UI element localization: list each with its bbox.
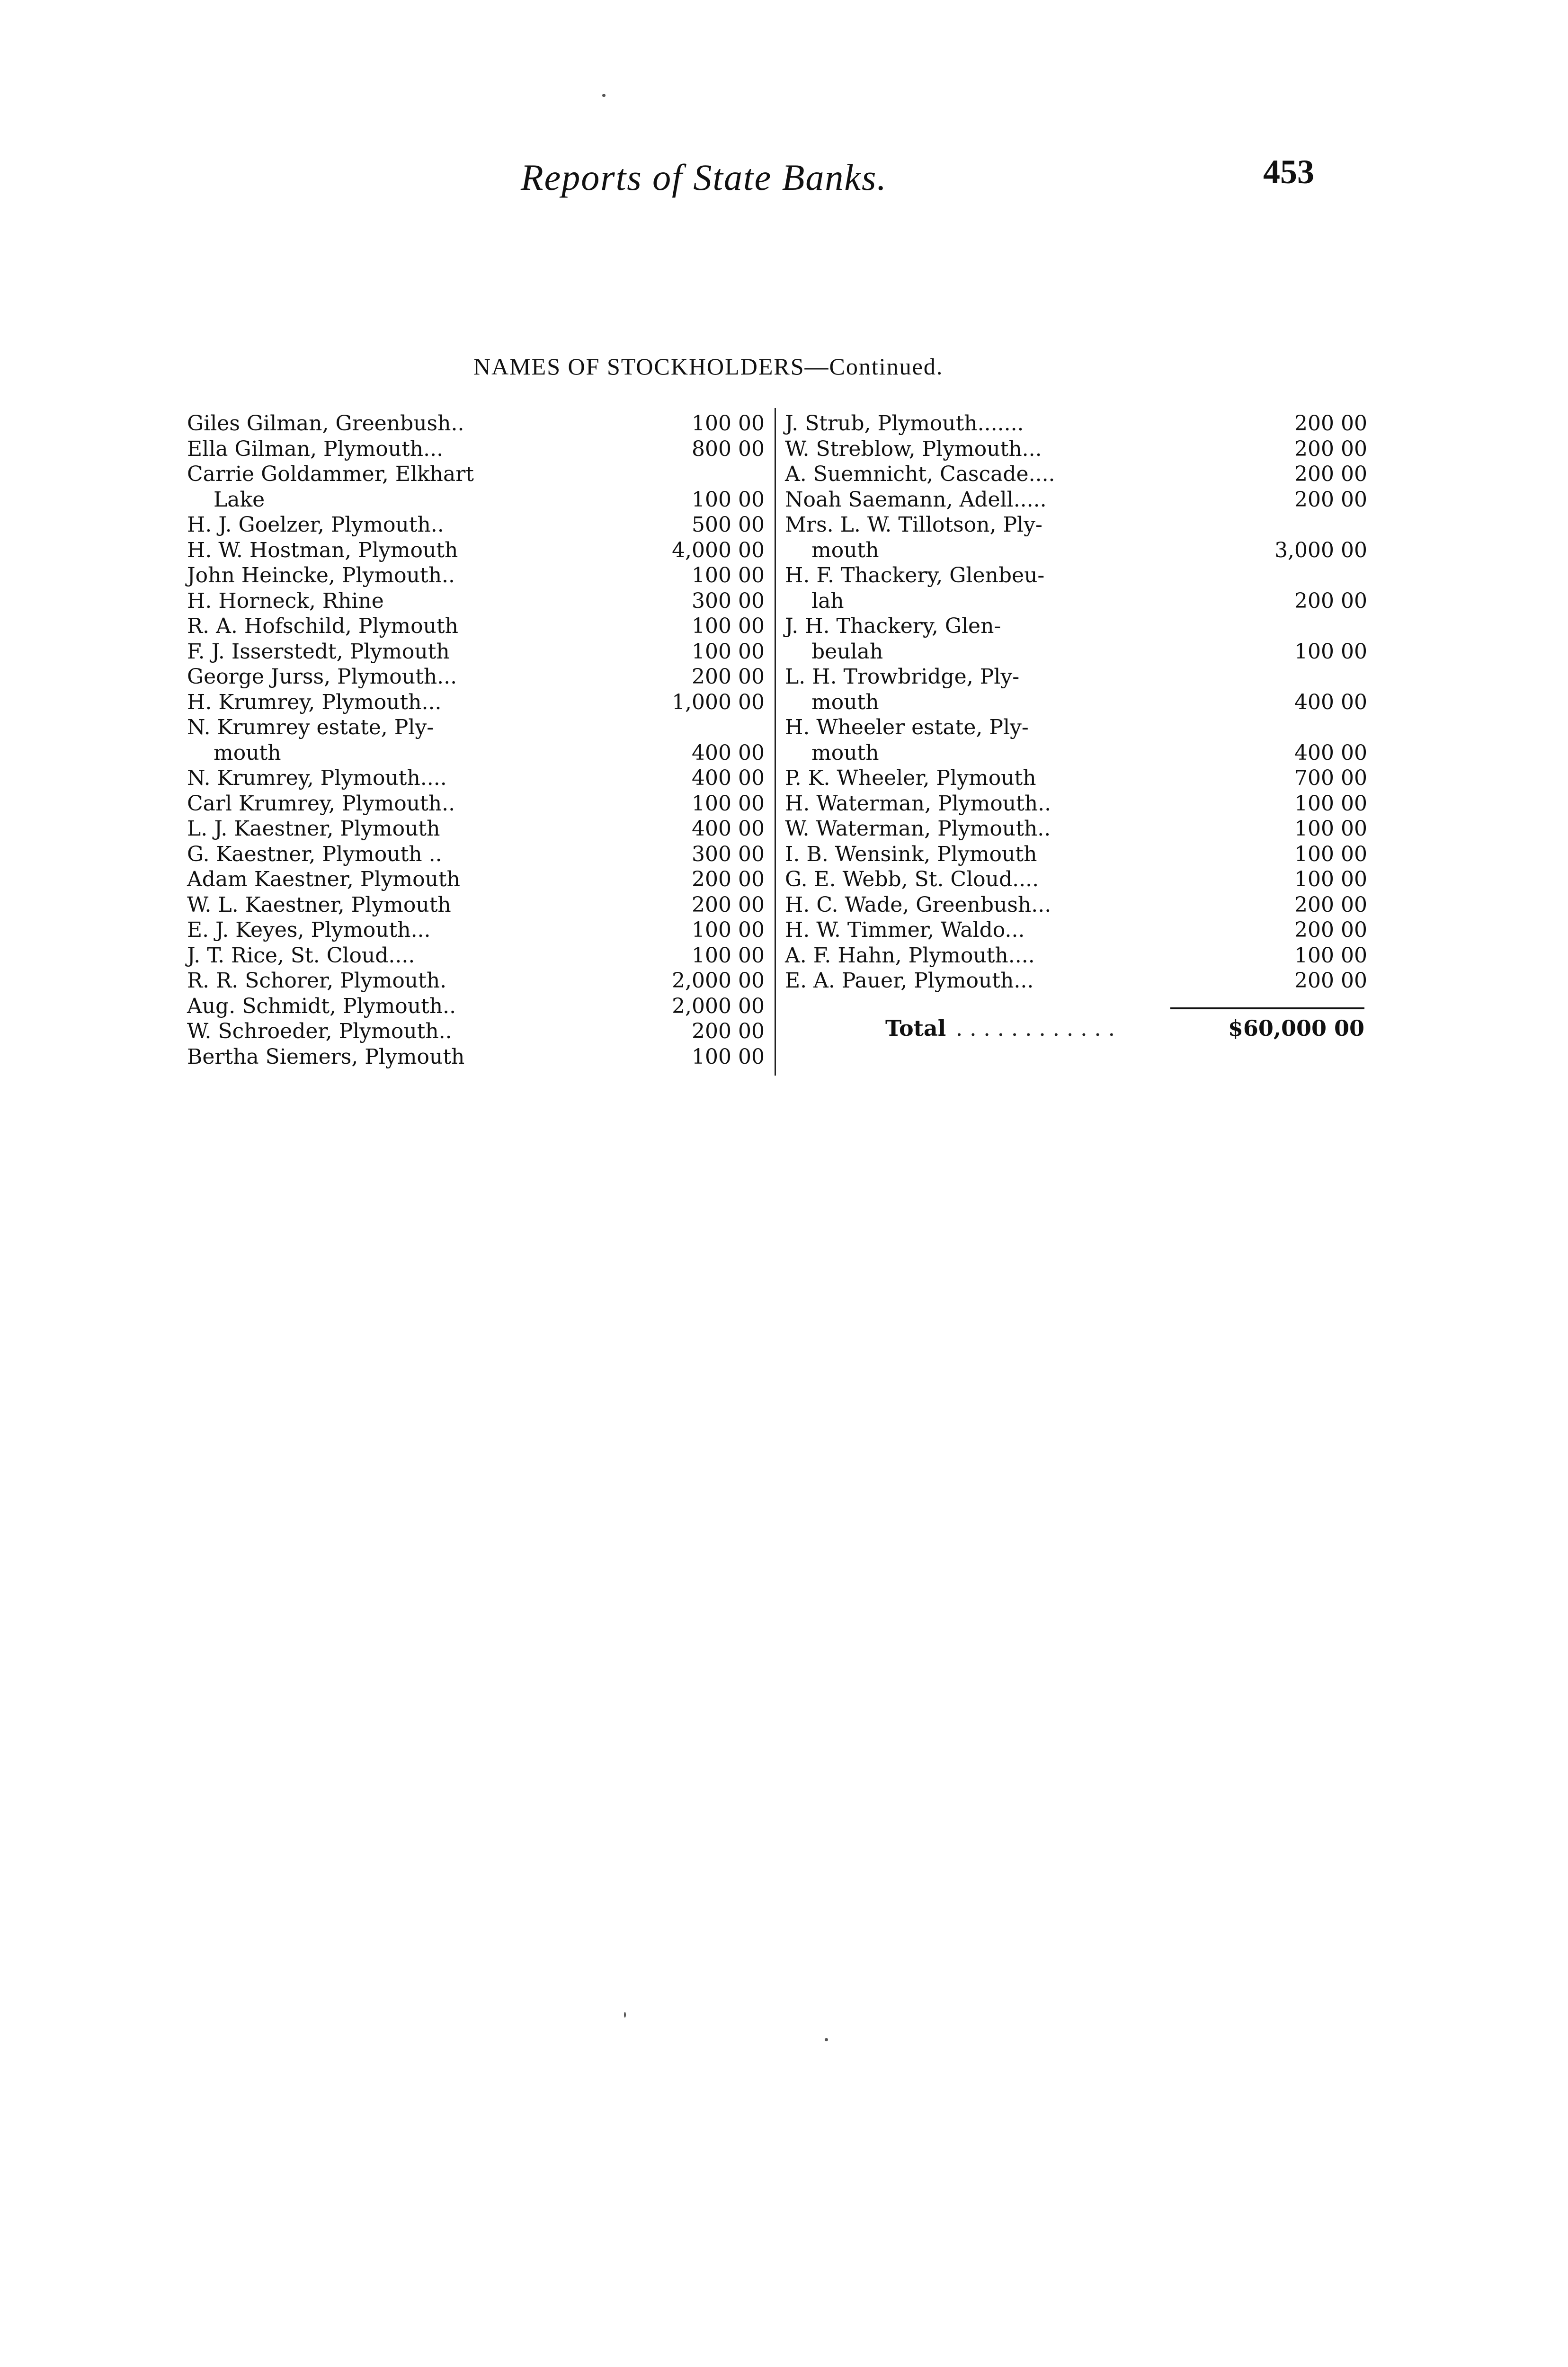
share-amount: 100 00	[692, 411, 765, 436]
stockholder-name-line	[187, 690, 589, 715]
share-amount: 200 00	[692, 867, 765, 891]
stockholder-name-line	[187, 816, 589, 842]
stockholder-name-continuation: beulah	[811, 639, 883, 664]
share-amount: 200 00	[1294, 588, 1367, 613]
stockholder-name: H. J. Goelzer, Plymouth..	[187, 513, 444, 537]
stockholder-name: H. Horneck, Rhine	[187, 588, 384, 613]
stockholder-name: H. W. Hostman, Plymouth	[187, 538, 458, 562]
stockholder-name: G. E. Webb, St. Cloud....	[785, 867, 1039, 891]
share-amount: 200 00	[1294, 487, 1367, 512]
stockholder-name-line	[187, 842, 589, 867]
column-divider	[775, 408, 776, 1076]
stockholder-name: N. Krumrey estate, Ply-	[187, 715, 434, 739]
share-amount: 100 00	[1294, 791, 1367, 816]
share-amount: 100 00	[692, 614, 765, 638]
stockholder-entry	[187, 512, 765, 538]
stockholder-entry	[785, 614, 1367, 664]
running-header-title: Reports of State Banks.	[521, 157, 887, 198]
stockholder-name-line	[785, 690, 1173, 715]
stockholder-name-line	[187, 994, 589, 1019]
stockholder-entry	[187, 538, 765, 563]
stockholder-entry	[187, 1019, 765, 1044]
stockholder-entry	[187, 664, 765, 690]
stockholder-name-line	[785, 765, 1173, 791]
stockholder-name-line	[785, 462, 1173, 487]
total-leader: . . . . . . . . . . . .	[949, 1015, 1115, 1041]
share-amount: 100 00	[1294, 867, 1367, 891]
stockholder-name: J. T. Rice, St. Cloud....	[187, 943, 415, 968]
stockholder-name-line	[187, 436, 589, 462]
stockholder-name-continuation: mouth	[811, 538, 879, 562]
stockholder-name-line	[187, 462, 589, 487]
stockholder-name: A. Suemnicht, Cascade....	[785, 462, 1055, 486]
share-amount: 400 00	[1294, 690, 1367, 714]
stockholder-entry	[785, 664, 1367, 715]
share-amount: 100 00	[1294, 842, 1367, 866]
stockholder-entry	[187, 994, 765, 1019]
stockholder-name: Mrs. L. W. Tillotson, Ply-	[785, 513, 1042, 537]
stockholder-name-line	[785, 588, 1173, 614]
stockholder-entry	[785, 917, 1367, 943]
stockholder-name-line	[785, 892, 1173, 918]
stockholder-entry	[187, 791, 765, 817]
stockholder-entry	[187, 690, 765, 715]
stockholder-name: R. R. Schorer, Plymouth.	[187, 969, 447, 993]
stockholder-name-line	[785, 816, 1173, 842]
stockholder-entry	[187, 917, 765, 943]
paper-speck	[602, 94, 606, 97]
stockholder-entry	[785, 892, 1367, 918]
share-amount: 700 00	[1294, 766, 1367, 790]
stockholder-name-line	[785, 867, 1173, 892]
stockholder-name: H. Wheeler estate, Ply-	[785, 715, 1029, 739]
stockholder-name: A. F. Hahn, Plymouth....	[785, 943, 1035, 968]
stockholder-name: L. H. Trowbridge, Ply-	[785, 665, 1020, 689]
stockholder-name: P. K. Wheeler, Plymouth	[785, 766, 1036, 790]
stockholder-entry	[785, 563, 1367, 614]
stockholder-name: E. J. Keyes, Plymouth...	[187, 918, 431, 942]
share-amount: 3,000 00	[1274, 538, 1367, 562]
stockholder-name: J. H. Thackery, Glen-	[785, 614, 1001, 638]
stockholder-name-line	[187, 867, 589, 892]
stockholder-name: John Heincke, Plymouth..	[187, 563, 455, 587]
stockholder-name-line	[187, 715, 589, 740]
stockholder-name-line	[187, 614, 589, 639]
stockholder-name: R. A. Hofschild, Plymouth	[187, 614, 458, 638]
paper-speck	[825, 2038, 828, 2041]
stockholder-entry	[785, 487, 1367, 513]
stockholder-name: F. J. Isserstedt, Plymouth	[187, 639, 450, 664]
stockholder-name-line	[187, 538, 589, 563]
share-amount: 100 00	[692, 918, 765, 942]
stockholder-entry	[785, 512, 1367, 563]
stockholder-entry	[785, 791, 1367, 817]
stockholders-left-column	[187, 411, 765, 1069]
stockholder-entry	[187, 715, 765, 765]
stockholder-entry	[187, 462, 765, 512]
page-number: 453	[1263, 153, 1314, 191]
stockholder-name-line	[785, 715, 1173, 740]
share-amount: 800 00	[692, 436, 765, 461]
stockholder-entry	[785, 436, 1367, 462]
stockholder-entry	[187, 816, 765, 842]
stockholder-name: N. Krumrey, Plymouth....	[187, 766, 447, 790]
share-amount: 200 00	[1294, 918, 1367, 942]
share-amount: 300 00	[692, 588, 765, 613]
stockholder-entry	[187, 842, 765, 867]
stockholder-name: E. A. Pauer, Plymouth...	[785, 969, 1034, 993]
share-amount: 200 00	[1294, 411, 1367, 436]
total-row	[885, 1015, 1364, 1041]
share-amount: 100 00	[692, 487, 765, 512]
stockholder-name-line	[187, 968, 589, 994]
stockholder-entry	[785, 968, 1367, 994]
share-amount: 100 00	[692, 791, 765, 816]
stockholder-name-line	[187, 1044, 589, 1070]
stockholder-name-line	[187, 943, 589, 969]
stockholder-name-line	[785, 842, 1173, 867]
stockholder-name-line	[785, 512, 1173, 538]
share-amount: 500 00	[692, 513, 765, 537]
share-amount: 100 00	[692, 639, 765, 664]
stockholder-name-line	[187, 487, 589, 513]
stockholder-name: H. F. Thackery, Glenbeu-	[785, 563, 1045, 587]
stockholder-name: Noah Saemann, Adell.....	[785, 487, 1047, 512]
stockholder-entry	[187, 411, 765, 436]
stockholder-name-line	[187, 1019, 589, 1044]
section-title: NAMES OF STOCKHOLDERS—Continued.	[473, 353, 944, 380]
stockholder-name-line	[785, 791, 1173, 817]
stockholder-name: H. W. Timmer, Waldo...	[785, 918, 1025, 942]
stockholders-right-column	[785, 411, 1367, 994]
stockholder-name: H. Waterman, Plymouth..	[785, 791, 1051, 816]
stockholder-name-continuation: lah	[811, 588, 844, 613]
stockholder-name: I. B. Wensink, Plymouth	[785, 842, 1037, 866]
stockholder-name: Aug. Schmidt, Plymouth..	[187, 994, 456, 1018]
stockholder-name-continuation: Lake	[214, 487, 265, 512]
share-amount: 200 00	[1294, 892, 1367, 917]
stockholder-name-line	[785, 740, 1173, 766]
stockholder-entry	[187, 436, 765, 462]
share-amount: 200 00	[1294, 969, 1367, 993]
stockholder-entry	[785, 943, 1367, 969]
stockholder-name-line	[785, 639, 1173, 665]
stockholder-name-line	[785, 664, 1173, 690]
stockholder-entry	[187, 867, 765, 892]
stockholder-name-line	[785, 614, 1173, 639]
share-amount: 2,000 00	[672, 994, 765, 1018]
stockholder-name-line	[785, 538, 1173, 563]
stockholder-name-line	[785, 436, 1173, 462]
stockholder-name: Giles Gilman, Greenbush..	[187, 411, 464, 436]
stockholder-name: J. Strub, Plymouth.......	[785, 411, 1024, 436]
stockholder-name: Ella Gilman, Plymouth...	[187, 436, 444, 461]
stockholder-name: Bertha Siemers, Plymouth	[187, 1044, 465, 1069]
stockholder-entry	[187, 765, 765, 791]
share-amount: 1,000 00	[672, 690, 765, 714]
stockholder-entry	[187, 892, 765, 918]
stockholder-name: W. Schroeder, Plymouth..	[187, 1019, 452, 1043]
stockholder-entry	[187, 639, 765, 665]
stockholder-name-line	[187, 791, 589, 817]
share-amount: 4,000 00	[672, 538, 765, 562]
total-rule	[1170, 1007, 1364, 1009]
stockholder-name-line	[785, 943, 1173, 969]
stockholder-entry	[785, 411, 1367, 436]
share-amount: 100 00	[692, 563, 765, 587]
share-amount: 2,000 00	[672, 969, 765, 993]
stockholder-name: L. J. Kaestner, Plymouth	[187, 817, 440, 841]
stockholder-name-line	[785, 563, 1173, 588]
stockholder-name-line	[187, 740, 589, 766]
stockholder-name-line	[187, 664, 589, 690]
stockholder-name-line	[187, 765, 589, 791]
share-amount: 100 00	[1294, 817, 1367, 841]
stockholder-entry	[187, 563, 765, 588]
stockholder-name: W. Streblow, Plymouth...	[785, 436, 1042, 461]
stockholder-name: George Jurss, Plymouth...	[187, 665, 457, 689]
share-amount: 100 00	[692, 1044, 765, 1069]
share-amount: 200 00	[1294, 436, 1367, 461]
stockholder-name: Carrie Goldammer, Elkhart	[187, 462, 474, 486]
stockholder-name-continuation: mouth	[811, 690, 879, 714]
stockholder-name-line	[187, 588, 589, 614]
stockholder-name: Carl Krumrey, Plymouth..	[187, 791, 455, 816]
stockholder-entry	[785, 867, 1367, 892]
stockholder-entry	[785, 816, 1367, 842]
total-amount: $60,000 00	[1228, 1015, 1364, 1041]
stockholder-name-continuation: mouth	[811, 740, 879, 765]
stockholder-name-line	[187, 639, 589, 665]
stockholder-entry	[187, 943, 765, 969]
stockholder-name-line	[187, 411, 589, 436]
share-amount: 200 00	[1294, 462, 1367, 486]
stockholder-name-line	[785, 968, 1173, 994]
share-amount: 100 00	[1294, 639, 1367, 664]
share-amount: 400 00	[1294, 740, 1367, 765]
stockholder-name-line	[785, 917, 1173, 943]
share-amount: 400 00	[692, 766, 765, 790]
stockholder-name-line	[785, 411, 1173, 436]
share-amount: 300 00	[692, 842, 765, 866]
stockholder-entry	[187, 968, 765, 994]
stockholder-name-line	[187, 512, 589, 538]
stockholder-entry	[785, 462, 1367, 487]
stockholder-name: H. C. Wade, Greenbush...	[785, 892, 1051, 917]
share-amount: 200 00	[692, 892, 765, 917]
share-amount: 200 00	[692, 665, 765, 689]
stockholder-name: W. Waterman, Plymouth..	[785, 817, 1051, 841]
share-amount: 100 00	[692, 943, 765, 968]
stockholder-name: Adam Kaestner, Plymouth	[187, 867, 460, 891]
stockholder-name-line	[187, 563, 589, 588]
share-amount: 400 00	[692, 740, 765, 765]
stockholder-entry	[785, 842, 1367, 867]
stockholder-name-line	[187, 917, 589, 943]
stockholder-name: G. Kaestner, Plymouth ..	[187, 842, 442, 866]
stockholder-entry	[187, 614, 765, 639]
share-amount: 200 00	[692, 1019, 765, 1043]
stockholder-entry	[785, 715, 1367, 765]
stockholder-entry	[785, 765, 1367, 791]
stockholder-name-line	[187, 892, 589, 918]
share-amount: 100 00	[1294, 943, 1367, 968]
stockholder-name-line	[785, 487, 1173, 513]
stockholder-name: H. Krumrey, Plymouth...	[187, 690, 442, 714]
stockholder-entry	[187, 588, 765, 614]
stockholder-entry	[187, 1044, 765, 1070]
total-label: Total	[885, 1015, 946, 1041]
stockholder-name-continuation: mouth	[214, 740, 281, 765]
stockholder-name: W. L. Kaestner, Plymouth	[187, 892, 451, 917]
share-amount: 400 00	[692, 817, 765, 841]
paper-speck	[624, 2012, 626, 2018]
